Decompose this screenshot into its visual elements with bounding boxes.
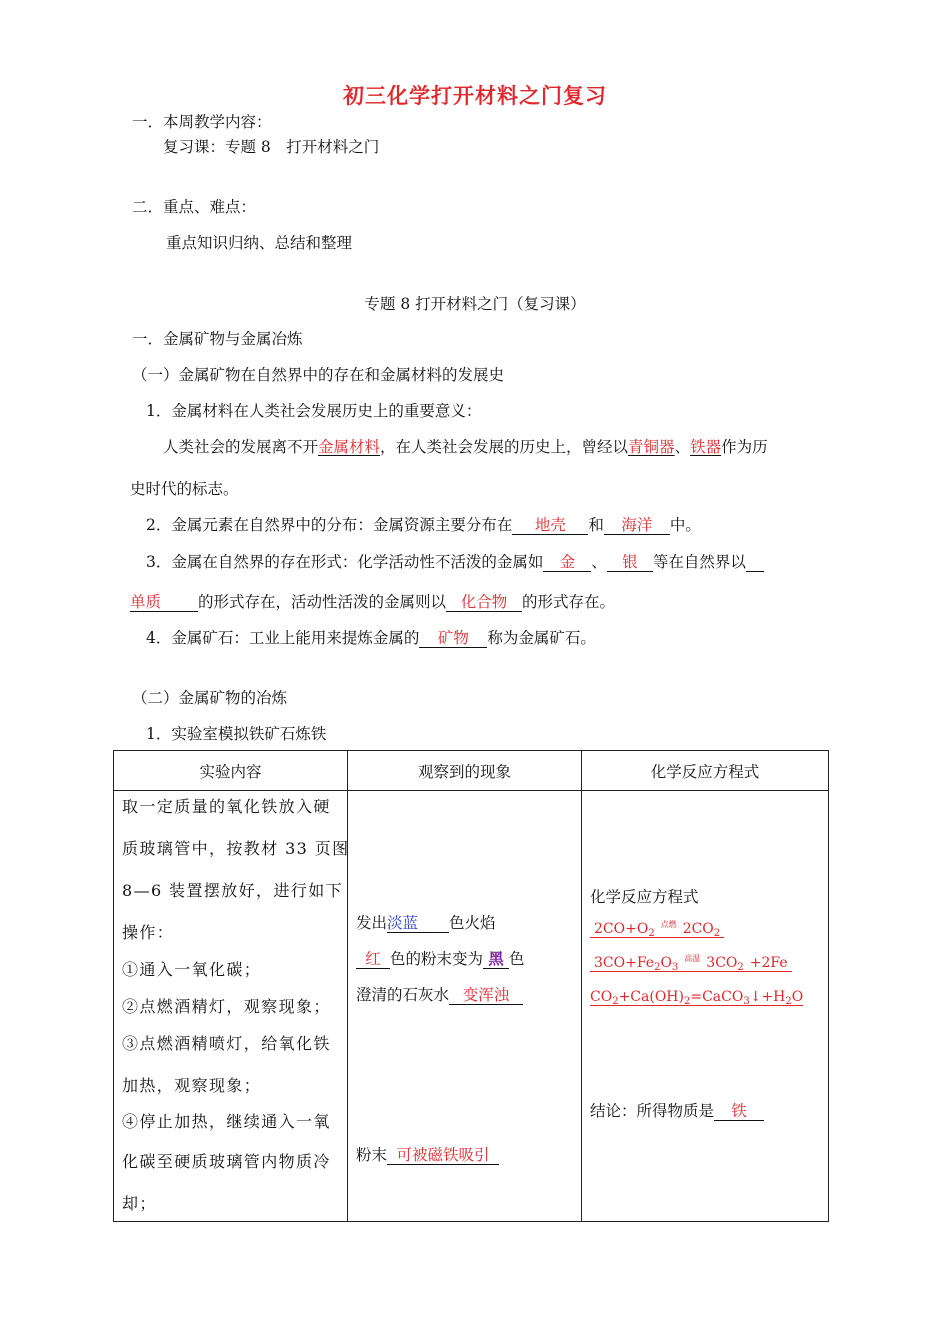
content-line: 操作： (122, 923, 175, 942)
answer-blank: 红 (356, 950, 390, 969)
equation-heading: 化学反应方程式 (590, 888, 699, 906)
obs-line-flame: 发出淡蓝 色火焰 (356, 914, 496, 932)
lab-item: 1．实验室模拟铁矿石炼铁 (146, 725, 327, 743)
answer-blank: 可被磁铁吸引 (387, 1146, 499, 1165)
conclusion-line: 结论：所得物质是 铁 (590, 1099, 764, 1121)
item2-line: 2．金属元素在自然界中的分布：金属资源主要分布在 地壳 和 海洋 中。 (146, 516, 701, 534)
answer-blank: 地壳 (512, 516, 588, 535)
content-line: 加热，观察现象； (122, 1076, 262, 1095)
answer-blank-lead (746, 553, 764, 572)
equation-cell (582, 791, 829, 1222)
content-line: ④停止加热，继续通入一氧 (122, 1112, 331, 1131)
page-title: 初三化学打开材料之门复习 (343, 84, 607, 108)
content-line: 质玻璃管中，按教材 33 页图 (122, 839, 350, 858)
obs-line-limewater: 澄清的石灰水 变浑浊 (356, 983, 523, 1005)
equation-co-combustion: $2CO+O_2^{点燃}$ $2CO_2$ (590, 921, 724, 938)
section2-heading: 二．重点、难点： (132, 198, 257, 216)
answer-blank: 铁器 (690, 438, 722, 456)
table-header-cell: 化学反应方程式 (582, 751, 829, 791)
item3-line1: 3．金属在自然界的存在形式：化学活动性不活泼的金属如 金 、 银 等在自然界以 (146, 550, 764, 572)
content-line: ②点燃酒精灯，观察现象； (122, 997, 331, 1016)
item4-line: 4．金属矿石：工业上能用来提炼金属的 矿物 称为金属矿石。 (146, 629, 596, 647)
answer-blank: 青铜器 (628, 438, 675, 456)
content-line: 却； (122, 1194, 157, 1213)
answer-blank: 海洋 (604, 516, 670, 535)
content-line: 化碳至硬质玻璃管内物质冷 (122, 1152, 331, 1171)
answer-blank: 银 (607, 553, 653, 572)
table-header-cell: 观察到的现象 (348, 751, 582, 791)
part1-heading: 一．金属矿物与金属冶炼 (132, 330, 303, 348)
content-line: ①通入一氧化碳； (122, 960, 262, 979)
answer-blank: 化合物 (446, 593, 522, 612)
answer-blank: 淡蓝 (387, 914, 449, 933)
subtitle: 专题 8 打开材料之门（复习课） (364, 295, 586, 313)
table-header-cell: 实验内容 (114, 751, 348, 791)
answer-blank: 黑 (483, 950, 509, 969)
experiment-table (113, 750, 829, 1222)
equation-iron-reduction: $3CO+Fe_2O_3^{高温}$ $3CO_2 +2Fe$ (590, 955, 792, 972)
part1-sub2: （二）金属矿物的冶炼 (132, 689, 288, 707)
answer-blank: 矿物 (419, 629, 487, 648)
item1-line1: 人类社会的发展离不开金属材料，在人类社会发展的历史上，曾经以青铜器、铁器作为历 (163, 438, 768, 456)
table-row (114, 791, 829, 1222)
obs-line-magnet: 粉末 可被磁铁吸引 (356, 1143, 499, 1165)
content-cell (114, 791, 348, 1222)
content-line: ③点燃酒精喷灯，给氧化铁 (122, 1034, 331, 1053)
obs-line-powder: 红 色的粉末变为 黑 色 (356, 947, 525, 969)
content-line: 取一定质量的氧化铁放入硬 (122, 797, 331, 816)
item1-line2: 史时代的标志。 (130, 480, 239, 498)
table-header-row (114, 751, 829, 791)
content-line: 8—6 装置摆放好，进行如下 (122, 881, 344, 900)
section1-heading: 一．本周教学内容： (132, 113, 272, 131)
answer-blank: 金属材料 (318, 438, 381, 456)
answer-blank: 变浑浊 (449, 986, 523, 1005)
answer-blank: 金 (543, 553, 591, 572)
item1-label: 1．金属材料在人类社会发展历史上的重要意义： (146, 402, 482, 420)
equation-limewater: $CO_2+Ca(OH)_2=CaCO_3↓+H_2O$ (590, 989, 804, 1007)
answer-blank: 铁 (714, 1102, 764, 1121)
section2-line: 重点知识归纳、总结和整理 (166, 234, 353, 252)
observation-cell (348, 791, 582, 1222)
part1-sub1: （一）金属矿物在自然界中的存在和金属材料的发展史 (132, 366, 505, 384)
section1-line: 复习课：专题 8 打开材料之门 (163, 138, 380, 156)
item3-line2: 单质 的形式存在，活动性活泼的金属则以 化合物 的形式存在。 (130, 593, 616, 611)
answer-blank: 单质 (130, 593, 180, 612)
